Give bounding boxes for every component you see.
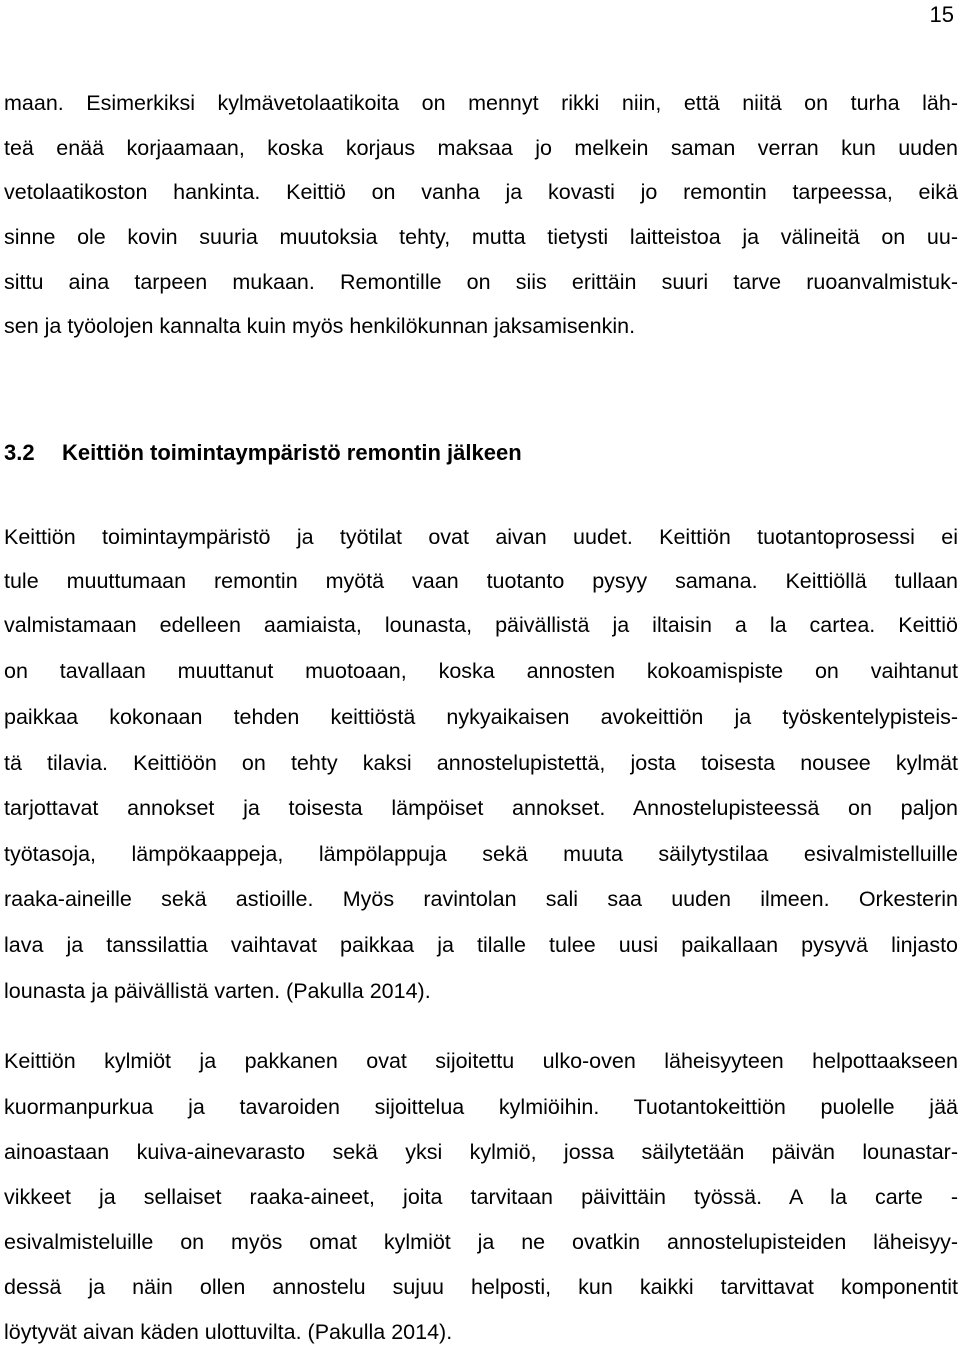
text-line: vetolaatikoston hankinta. Keittiö on vanha ja kovasti jo remontin tarpeessa, eikä bbox=[4, 180, 958, 204]
text-line: tä tilavia. Keittiöön on tehty kaksi annostelupistettä, josta toisesta nousee kylmät bbox=[4, 751, 958, 775]
text-line: Keittiön toimintaympäristö ja työtilat ovat aivan uudet. Keittiön tuotantoprosessi ei bbox=[4, 525, 958, 549]
text-line: paikkaa kokonaan tehden keittiöstä nykyaikaisen avokeittiön ja työskentelypisteis- bbox=[4, 705, 958, 729]
text-line: löytyvät aivan käden ulottuvilta. (Pakulla 2014). bbox=[4, 1320, 453, 1344]
text-line: raaka-aineille sekä astioille. Myös ravintolan sali saa uuden ilmeen. Orkesterin bbox=[4, 887, 958, 911]
text-line: ainoastaan kuiva-ainevarasto sekä yksi kylmiö, jossa säilytetään päivän lounastar- bbox=[4, 1140, 958, 1164]
text-line: sittu aina tarpeen mukaan. Remontille on siis erittäin suuri tarve ruoanvalmistuk- bbox=[4, 270, 958, 294]
text-line: sinne ole kovin suuria muutoksia tehty, mutta tietysti laitteistoa ja välineitä on uu- bbox=[4, 225, 958, 249]
text-line: kuormanpurkua ja tavaroiden sijoittelua kylmiöihin. Tuotantokeittiön puolelle jää bbox=[4, 1095, 958, 1119]
text-line: vikkeet ja sellaiset raaka-aineet, joita tarvitaan päivittäin työssä. A la carte - bbox=[4, 1185, 958, 1209]
section-heading bbox=[4, 438, 522, 468]
section-title: Keittiön toimintaympäristö remontin jälkeen bbox=[62, 440, 522, 465]
text-line: tule muuttumaan remontin myötä vaan tuotanto pysyy samana. Keittiöllä tullaan bbox=[4, 569, 958, 593]
text-line: teä enää korjaamaan, koska korjaus maksaa jo melkein saman verran kun uuden bbox=[4, 136, 958, 160]
text-line: sen ja työolojen kannalta kuin myös henkilökunnan jaksamisenkin. bbox=[4, 314, 636, 338]
section-number: 3.2 bbox=[4, 440, 35, 465]
text-line: maan. Esimerkiksi kylmävetolaatikoita on mennyt rikki niin, että niitä on turha läh- bbox=[4, 91, 958, 115]
text-line: Keittiön kylmiöt ja pakkanen ovat sijoitettu ulko-oven läheisyyteen helpottaakseen bbox=[4, 1049, 958, 1073]
text-line: on tavallaan muuttanut muotoaan, koska annosten kokoamispiste on vaihtanut bbox=[4, 659, 958, 683]
text-line: valmistamaan edelleen aamiaista, lounasta, päivällistä ja iltaisin a la cartea. Keittiö bbox=[4, 613, 958, 637]
text-line: lava ja tanssilattia vaihtavat paikkaa ja tilalle tulee uusi paikallaan pysyvä linjasto bbox=[4, 933, 958, 957]
text-line: dessä ja näin ollen annostelu sujuu helposti, kun kaikki tarvittavat komponentit bbox=[4, 1275, 958, 1299]
text-line: esivalmisteluille on myös omat kylmiöt ja ne ovatkin annostelupisteiden läheisyy- bbox=[4, 1230, 958, 1254]
text-line: lounasta ja päivällistä varten. (Pakulla 2014). bbox=[4, 979, 431, 1003]
page-number: 15 bbox=[929, 2, 954, 27]
text-line: tarjottavat annokset ja toisesta lämpöiset annokset. Annostelupisteessä on paljon bbox=[4, 796, 958, 820]
text-line: työtasoja, lämpökaappeja, lämpölappuja sekä muuta säilytystilaa esivalmistelluille bbox=[4, 842, 958, 866]
